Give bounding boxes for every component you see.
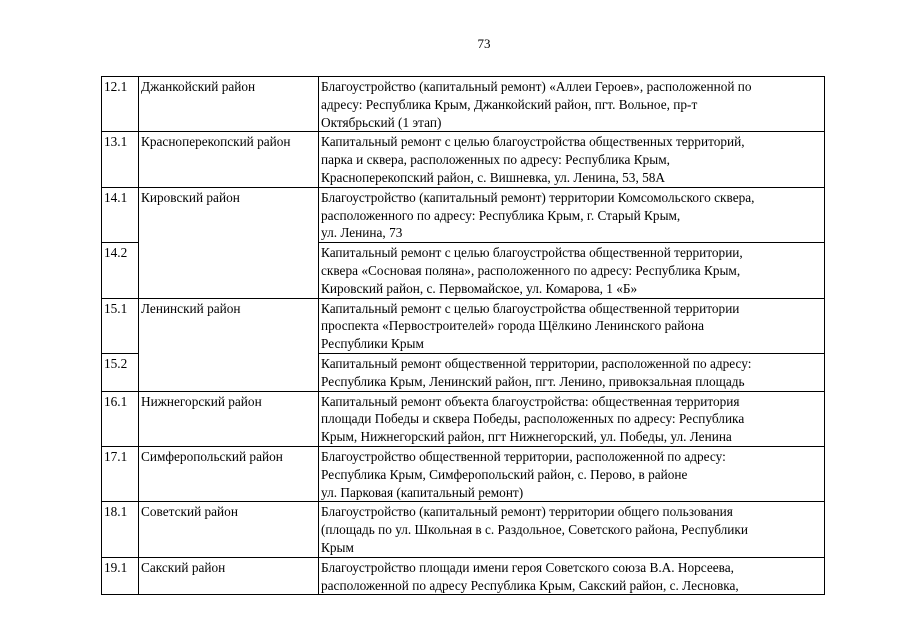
table-row — [102, 132, 825, 187]
row-number: 17.1 — [102, 446, 139, 501]
description-cell: Благоустройство общественной территории, расположенной по адресу: Республика Крым, Симферопольский район, с. Перово, в районе ул. Парковая (капитальный ремонт) — [319, 446, 825, 501]
row-number: 15.1 — [102, 298, 139, 353]
district-cell: Кировский район — [139, 187, 319, 298]
row-number: 13.1 — [102, 132, 139, 187]
description-cell: Капитальный ремонт с целью благоустройства общественной территории, сквера «Сосновая поляна», расположенного по адресу: Республика Крым, Кировский район, с. Первомайское, ул. Комарова, 1 «Б» — [319, 243, 825, 298]
description-cell: Благоустройство (капитальный ремонт) «Аллеи Героев», расположенной по адресу: Республика Крым, Джанкойский район, пгт. Вольное, пр-т Октябрьский (1 этап) — [319, 77, 825, 132]
district-cell: Нижнегорский район — [139, 391, 319, 446]
district-cell: Ленинский район — [139, 298, 319, 391]
district-cell: Сакский район — [139, 557, 319, 595]
table-row — [102, 502, 825, 557]
row-number: 19.1 — [102, 557, 139, 595]
district-cell: Красноперекопский район — [139, 132, 319, 187]
description-cell: Благоустройство (капитальный ремонт) территории Комсомольского сквера, расположенного по адресу: Республика Крым, г. Старый Крым, ул. Ленина, 73 — [319, 187, 825, 242]
table-row — [102, 557, 825, 595]
row-number: 15.2 — [102, 353, 139, 391]
district-cell: Советский район — [139, 502, 319, 557]
row-number: 18.1 — [102, 502, 139, 557]
page-number: 73 — [477, 36, 491, 51]
row-number: 16.1 — [102, 391, 139, 446]
row-number: 14.2 — [102, 243, 139, 298]
description-cell: Капитальный ремонт с целью благоустройства общественной территории проспекта «Первостроителей» города Щёлкино Ленинского района Республики Крым — [319, 298, 825, 353]
table-row — [102, 77, 825, 132]
description-cell: Капитальный ремонт объекта благоустройства: общественная территория площади Победы и сквера Победы, расположенных по адресу: Республика Крым, Нижнегорский район, пгт Нижнегорский, ул. Победы, ул. Ленина — [319, 391, 825, 446]
row-number: 14.1 — [102, 187, 139, 242]
description-cell: Благоустройство (капитальный ремонт) территории общего пользования (площадь по ул. Школьная в с. Раздольное, Советского района, Республики Крым — [319, 502, 825, 557]
program-objects-table — [101, 76, 825, 595]
description-cell: Капитальный ремонт с целью благоустройства общественных территорий, парка и сквера, расположенных по адресу: Республика Крым, Красноперекопский район, с. Вишневка, ул. Ленина, 53, 58А — [319, 132, 825, 187]
district-cell: Симферопольский район — [139, 446, 319, 501]
table-row — [102, 187, 825, 242]
table-row — [102, 391, 825, 446]
table-row — [102, 298, 825, 353]
description-cell: Капитальный ремонт общественной территории, расположенной по адресу: Республика Крым, Ленинский район, пгт. Ленино, привокзальная площадь — [319, 353, 825, 391]
district-cell: Джанкойский район — [139, 77, 319, 132]
row-number: 12.1 — [102, 77, 139, 132]
table-row — [102, 446, 825, 501]
description-cell: Благоустройство площади имени героя Советского союза В.А. Норсеева, расположенной по адресу Республика Крым, Сакский район, с. Лесновка, — [319, 557, 825, 595]
